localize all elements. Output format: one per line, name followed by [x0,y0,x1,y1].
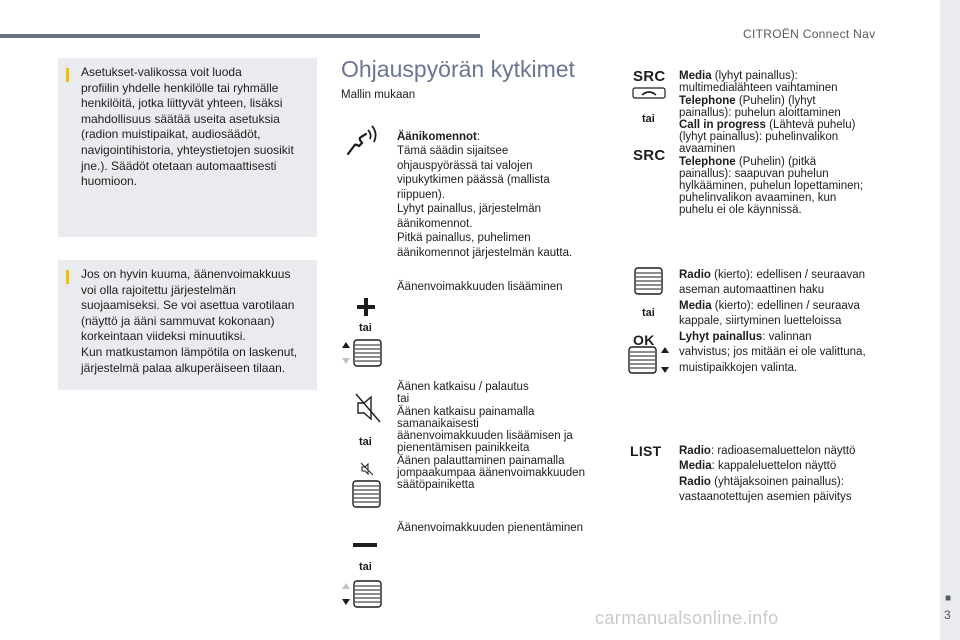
mute-icon [355,393,381,423]
thumbwheel-up-icon [341,338,383,368]
note-text: Jos on hyvin kuuma, äänenvoimakkuus voi olla rajoitettu järjestelmän suojaamiseksi. Se voi asettua varotilaan (näyttö ja ääni sammuvat kokonaan) korkeintaan viideksi minuutiksi. Kun matkustamon lämpötila on laskenut, järjestelmä palaa alkuperäiseen tilaan. [81,267,298,375]
header-rule [0,34,480,38]
thumbwheel-down-icon [341,579,383,609]
plus-icon [355,296,377,318]
note-accent-bar [66,68,69,82]
or-label: tai [642,113,655,125]
volume-down-desc: Äänenvoimakkuuden pienentäminen [397,522,584,534]
list-button-label: LIST [630,443,662,459]
voice-command-text: : Tämä säädin sijaitsee ohjauspyörässä tai valojen vipukytkimen päässä (mallista riippuen). Lyhyt painallus, järjestelmän äänikomennot. Pitkä painallus, puhelimen äänikomennot järjestelmän kautta. [397,130,573,259]
media-src-desc: Media (lyhyt painallus): multimedialähteen vaihtaminen Telephone (Puhelin) (lyhyt painallus): puhelun aloittaminen Call in progress (Lähtevä puhelu) (lyhyt painallus): puhelinvalikon avaaminen Telephone (Puhelin) (pitkä painallus): saapuvan puhelun hylkääminen, puhelun lopettaminen; puhelinvalikon avaaminen, kun puhelu ei ole käynnissä. [679,70,864,217]
header-brand: CITROËN Connect Nav [743,27,876,41]
voice-command-title: Äänikomennot [397,130,477,143]
page-sidebar [940,0,960,640]
info-note-heat [58,260,317,390]
or-label: tai [642,307,655,319]
minus-icon [353,542,377,548]
page-number: 3 [944,608,951,622]
voice-command-desc [397,115,607,260]
or-label: tai [359,561,372,573]
note-accent-bar [66,270,69,284]
src-button-label-alt: SRC [633,147,666,164]
info-note-profiles [58,58,317,237]
list-desc: Radio: radioasemaluettelon näyttö Media: kappaleluettelon näyttö Radio (yhtäjaksoinen painallus): vastaanotettujen asemien päivitys [679,444,856,503]
mute-small-icon [360,462,374,476]
thumbwheel-ok-icon [628,345,672,375]
section-subtitle: Mallin mukaan [341,89,416,101]
next-page-marker: ■ [945,593,952,604]
voice-command-icon [344,124,384,158]
section-title: Ohjauspyörän kytkimet [341,56,575,82]
volume-up-desc: Äänenvoimakkuuden lisääminen [397,281,563,293]
or-label: tai [359,322,372,334]
thumbwheel-icon [352,479,382,509]
mute-desc: Äänen katkaisu / palautus tai Äänen katkaisu painamalla samanaikaisesti äänenvoimakkuuden lisäämisen ja pienentämisen painikkeita Äänen palauttaminen painamalla jompaakumpaa äänenvoimakkuuden säätöpainiketta [397,381,585,492]
phone-icon [632,87,666,99]
src-button-label: SRC [633,68,666,85]
watermark: carmanualsonline.info [595,608,779,628]
or-label: tai [359,436,372,448]
thumbwheel-icon [634,266,664,296]
ok-button-label: OK [633,332,655,348]
note-text: Asetukset-valikossa voit luoda profiilin yhdelle henkilölle tai ryhmälle henkilöitä, jotka liittyvät yhteen, lisäksi mahdollisuus säätää useita asetuksia (radion muistipaikat, audiosäädöt, navigointihistoria, yhteystietojen suosikit jne.). Säädöt otetaan automaattisesti huomioon. [81,65,294,189]
radio-wheel-desc: Radio (kierto): edellisen / seuraavan aseman automaattinen haku Media (kierto): edellinen / seuraava kappale, siirtyminen luetteloissa Lyhyt painallus: valinnan vahvistus; jos mitään ei ole valittuna, muistipaikkojen valinta. [679,268,866,374]
